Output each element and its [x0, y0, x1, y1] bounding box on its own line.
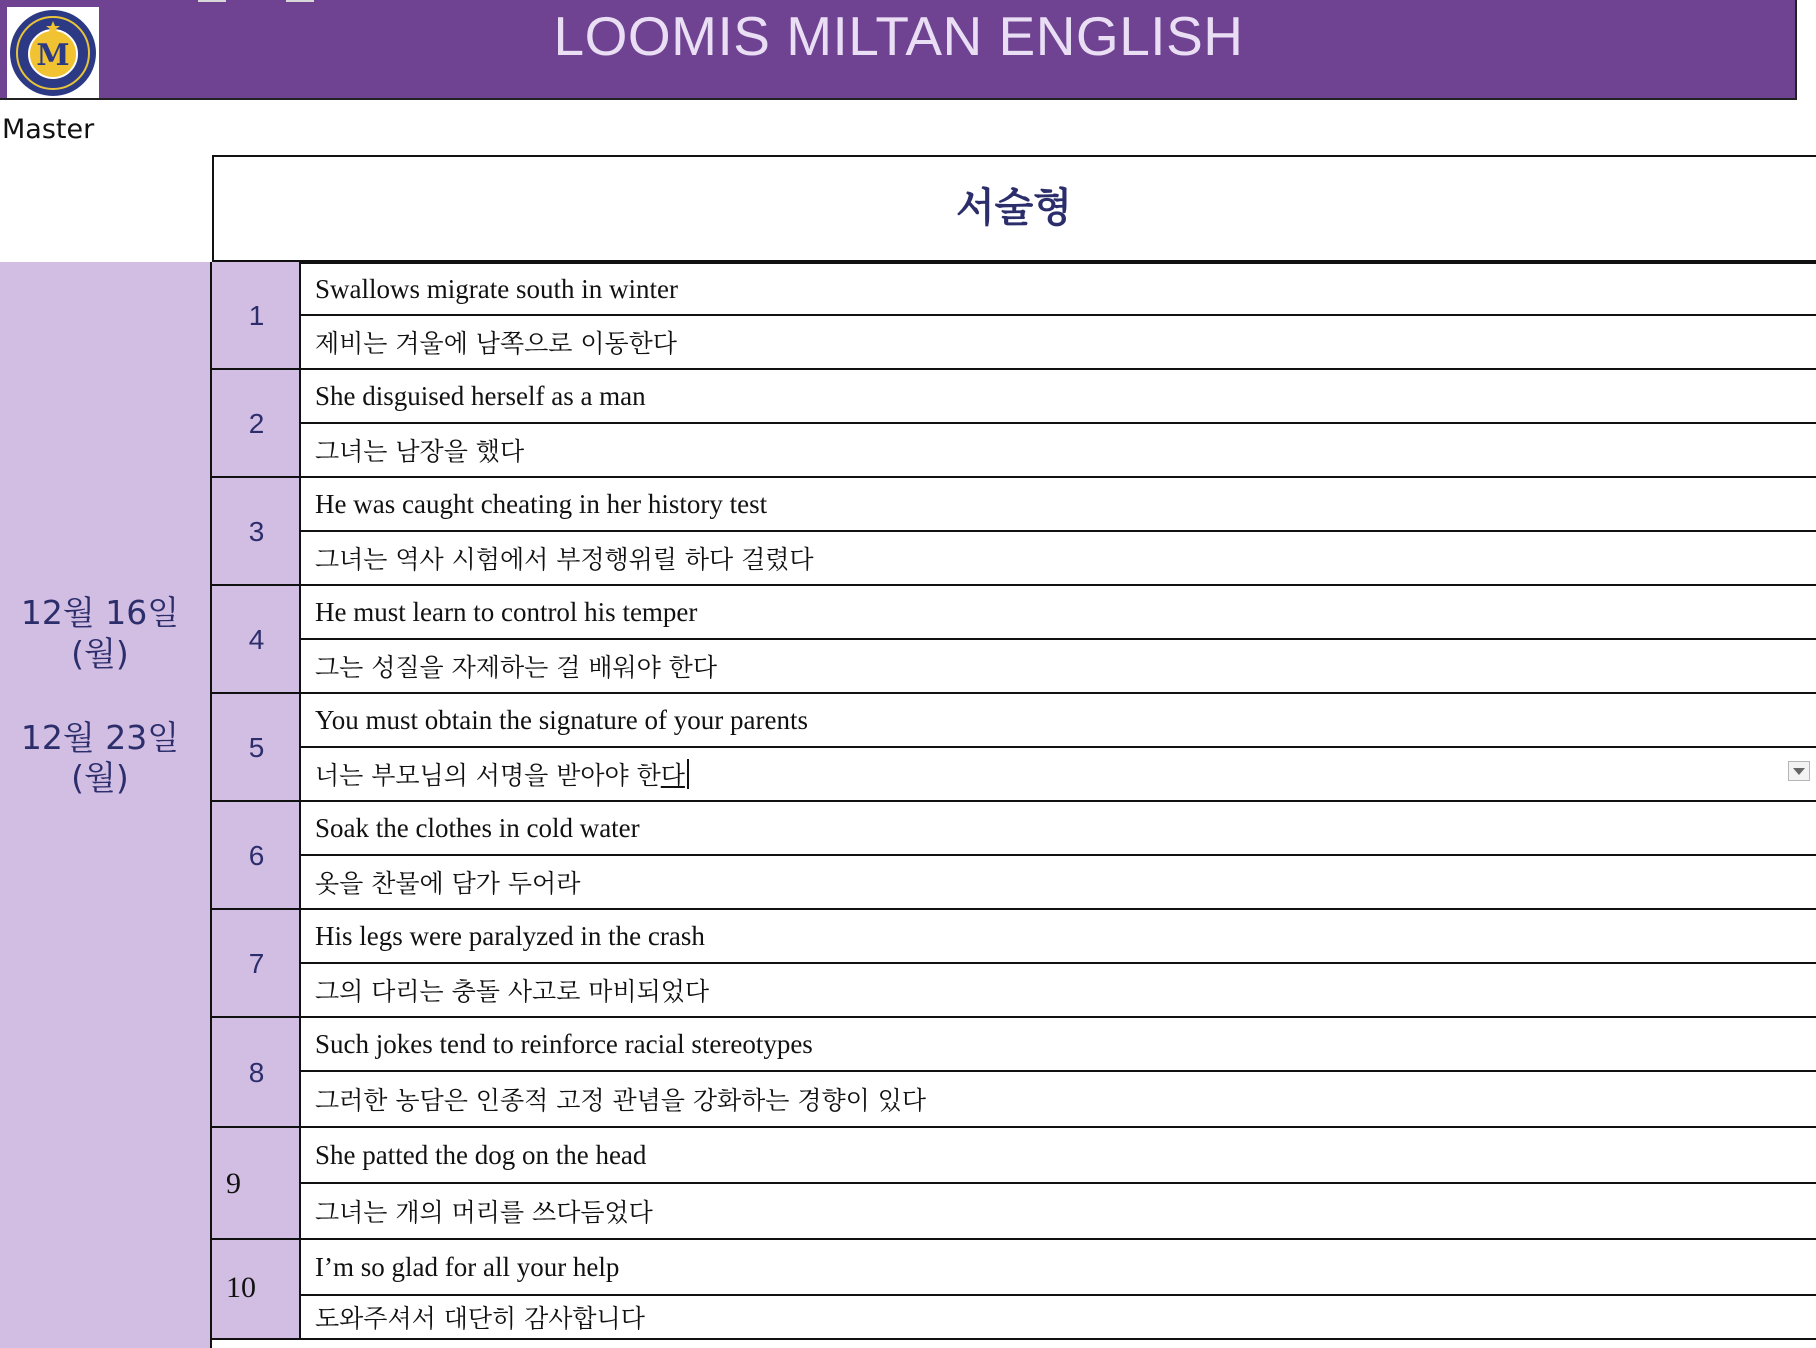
row-number: 8 — [248, 1057, 265, 1088]
text-cursor — [687, 759, 689, 789]
day-2: (월) — [71, 758, 129, 797]
row-number: 2 — [248, 408, 265, 439]
cell-text-composing: 다 — [660, 761, 685, 790]
section-header[interactable]: 서술형 — [956, 185, 1072, 231]
date-1: 12월 16일 — [20, 593, 180, 632]
date-column[interactable] — [0, 262, 212, 1348]
korean-translation-cell[interactable]: 그녀는 남장을 했다 — [301, 424, 1816, 478]
english-sentence-cell[interactable]: She patted the dog on the head — [301, 1128, 1816, 1184]
korean-translation-cell[interactable]: 옷을 찬물에 담가 두어라 — [301, 856, 1816, 910]
row-number: 10 — [226, 1271, 256, 1304]
day-1: (월) — [71, 634, 129, 673]
sheet-label: Master — [2, 114, 95, 145]
korean-translation-cell[interactable]: 그의 다리는 충돌 사고로 마비되었다 — [301, 964, 1816, 1018]
english-sentence-cell[interactable]: I’m so glad for all your help — [301, 1240, 1816, 1296]
english-sentence-cell[interactable]: She disguised herself as a man — [301, 370, 1816, 424]
korean-translation-cell-active[interactable] — [301, 748, 1816, 802]
row-number: 3 — [248, 516, 265, 547]
page-title: LOOMIS MILTAN ENGLISH — [553, 5, 1244, 67]
cell-text: 너는 부모님의 서명을 받아야 한 — [315, 761, 661, 790]
english-sentence-cell[interactable]: Such jokes tend to reinforce racial stereotypes — [301, 1018, 1816, 1072]
korean-translation-cell[interactable]: 도와주셔서 대단히 감사합니다 — [301, 1296, 1816, 1340]
logo-letter: M — [36, 38, 70, 73]
korean-translation-cell[interactable]: 제비는 겨울에 남쪽으로 이동한다 — [301, 316, 1816, 370]
korean-translation-cell[interactable]: 그녀는 역사 시험에서 부정행위릴 하다 걸렸다 — [301, 532, 1816, 586]
date-2: 12월 23일 — [20, 718, 180, 757]
english-sentence-cell[interactable]: He must learn to control his temper — [301, 586, 1816, 640]
row-number: 4 — [248, 624, 265, 655]
row-number: 7 — [248, 948, 265, 979]
korean-translation-cell[interactable]: 그는 성질을 자제하는 걸 배워야 한다 — [301, 640, 1816, 694]
english-sentence-cell[interactable]: Swallows migrate south in winter — [301, 262, 1816, 316]
english-sentence-cell[interactable]: His legs were paralyzed in the crash — [301, 910, 1816, 964]
english-sentence-cell[interactable]: He was caught cheating in her history test — [301, 478, 1816, 532]
korean-translation-cell[interactable]: 그러한 농담은 인종적 고정 관념을 강화하는 경향이 있다 — [301, 1072, 1816, 1128]
row-number: 9 — [226, 1167, 241, 1200]
row-number: 6 — [248, 840, 265, 871]
cell-dropdown-button[interactable] — [1788, 761, 1810, 781]
row-number: 1 — [248, 300, 265, 331]
korean-translation-cell[interactable]: 그녀는 개의 머리를 쓰다듬었다 — [301, 1184, 1816, 1240]
row-number: 5 — [248, 732, 265, 763]
english-sentence-cell[interactable]: Soak the clothes in cold water — [301, 802, 1816, 856]
english-sentence-cell[interactable]: You must obtain the signature of your parents — [301, 694, 1816, 748]
chevron-down-icon — [1793, 768, 1805, 775]
